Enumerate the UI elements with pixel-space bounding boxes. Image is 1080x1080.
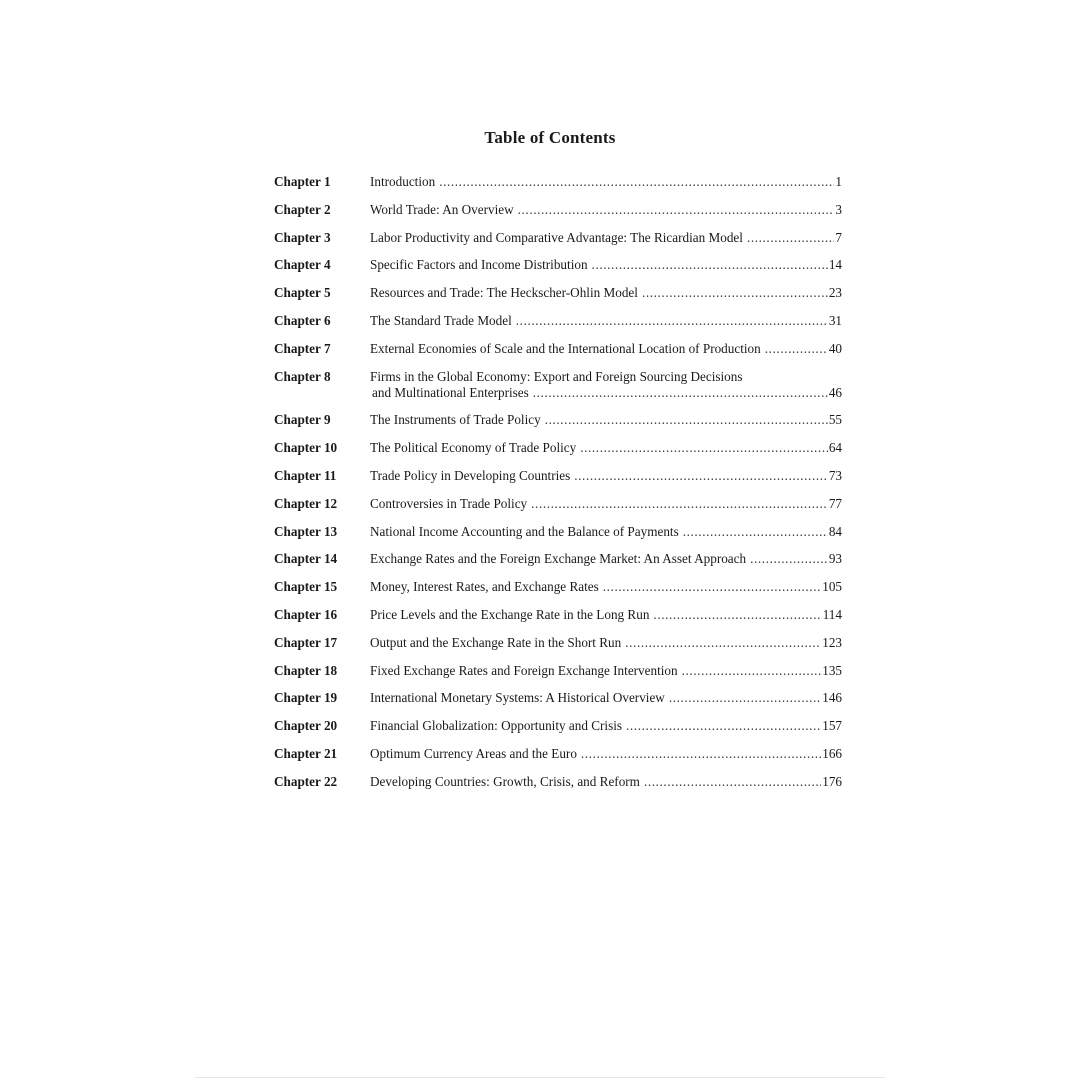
toc-entry-body bbox=[370, 174, 842, 190]
page-number: 135 bbox=[822, 662, 842, 678]
dot-leader bbox=[669, 690, 821, 706]
chapter-title: Trade Policy in Developing Countries bbox=[370, 467, 571, 483]
chapter-label: Chapter 18 bbox=[274, 662, 338, 678]
chapter-label: Chapter 22 bbox=[274, 773, 338, 789]
toc-entry[interactable] bbox=[274, 468, 842, 484]
toc-entry[interactable] bbox=[274, 369, 842, 401]
page-number: 1 bbox=[835, 174, 842, 189]
toc-entry-body bbox=[370, 551, 842, 567]
chapter-title: National Income Accounting and the Balance of Payments bbox=[370, 523, 679, 539]
toc-entry[interactable] bbox=[274, 635, 842, 651]
toc-entry-body bbox=[370, 496, 842, 512]
chapter-title: Optimum Currency Areas and the Euro bbox=[370, 745, 577, 761]
dot-leader bbox=[518, 202, 835, 218]
toc-entry-body bbox=[370, 746, 842, 762]
page-bottom-rule bbox=[195, 1077, 885, 1078]
toc-entry-body bbox=[370, 774, 842, 790]
dot-leader bbox=[516, 313, 828, 329]
toc-entry[interactable] bbox=[274, 496, 842, 512]
chapter-label: Chapter 19 bbox=[274, 690, 338, 706]
page-number: 55 bbox=[828, 412, 842, 428]
toc-list bbox=[274, 174, 842, 802]
page-number: 77 bbox=[828, 495, 842, 511]
page-number: 14 bbox=[828, 257, 842, 273]
chapter-label: Chapter 11 bbox=[274, 467, 337, 483]
page-number: 157 bbox=[822, 718, 842, 734]
toc-entry-body bbox=[370, 412, 842, 428]
chapter-title: Fixed Exchange Rates and Foreign Exchange Intervention bbox=[370, 662, 678, 678]
chapter-title: The Political Economy of Trade Policy bbox=[370, 440, 577, 456]
chapter-title: International Monetary Systems: A Historical Overview bbox=[370, 690, 665, 706]
chapter-title-line2: and Multinational Enterprises bbox=[372, 384, 529, 400]
toc-entry-body bbox=[370, 202, 842, 218]
chapter-title: Price Levels and the Exchange Rate in the Long Run bbox=[370, 606, 650, 622]
dot-leader bbox=[545, 412, 828, 428]
page-number: 64 bbox=[828, 440, 842, 456]
dot-leader bbox=[682, 663, 822, 679]
chapter-label: Chapter 7 bbox=[274, 340, 331, 356]
chapter-title: External Economies of Scale and the International Location of Production bbox=[370, 340, 761, 356]
toc-entry[interactable] bbox=[274, 230, 842, 246]
page-number: 73 bbox=[828, 467, 842, 483]
toc-entry[interactable] bbox=[274, 663, 842, 679]
chapter-title: The Instruments of Trade Policy bbox=[370, 412, 541, 428]
page-number: 123 bbox=[822, 634, 842, 650]
toc-entry[interactable] bbox=[274, 690, 842, 706]
dot-leader bbox=[592, 257, 828, 273]
chapter-title: Developing Countries: Growth, Crisis, and Reform bbox=[370, 773, 640, 789]
toc-entry-body bbox=[370, 635, 842, 651]
page-number: 23 bbox=[828, 285, 842, 301]
page-number: 146 bbox=[822, 690, 842, 706]
toc-entry-body bbox=[370, 313, 842, 329]
toc-entry-body bbox=[370, 690, 842, 706]
toc-entry-body bbox=[370, 341, 842, 357]
toc-entry[interactable] bbox=[274, 412, 842, 428]
toc-entry[interactable] bbox=[274, 202, 842, 218]
toc-entry-body bbox=[370, 607, 842, 623]
toc-entry-body bbox=[370, 663, 842, 679]
page-number: 166 bbox=[822, 745, 842, 761]
page-number: 40 bbox=[828, 340, 842, 356]
chapter-label: Chapter 17 bbox=[274, 634, 338, 650]
chapter-title-line2-row bbox=[370, 385, 842, 401]
page-number: 84 bbox=[828, 523, 842, 539]
page-number: 46 bbox=[828, 384, 842, 400]
chapter-label: Chapter 9 bbox=[274, 412, 331, 428]
chapter-title: Exchange Rates and the Foreign Exchange Market: An Asset Approach bbox=[370, 551, 747, 567]
dot-leader bbox=[580, 440, 828, 456]
dot-leader bbox=[644, 774, 821, 790]
toc-entry-body bbox=[370, 285, 842, 301]
chapter-title: Money, Interest Rates, and Exchange Rates bbox=[370, 579, 599, 595]
dot-leader bbox=[683, 524, 828, 540]
chapter-label: Chapter 6 bbox=[274, 312, 331, 328]
toc-entry[interactable] bbox=[274, 341, 842, 357]
toc-entry[interactable] bbox=[274, 746, 842, 762]
chapter-title: Output and the Exchange Rate in the Short Run bbox=[370, 634, 622, 650]
page-number: 93 bbox=[828, 551, 842, 567]
toc-entry-body bbox=[370, 579, 842, 595]
toc-entry[interactable] bbox=[274, 257, 842, 273]
chapter-label: Chapter 20 bbox=[274, 718, 338, 734]
chapter-label: Chapter 14 bbox=[274, 551, 338, 567]
page-number: 176 bbox=[822, 773, 842, 789]
chapter-label: Chapter 1 bbox=[274, 174, 331, 189]
chapter-label: Chapter 10 bbox=[274, 440, 338, 456]
dot-leader bbox=[765, 341, 828, 357]
dot-leader bbox=[603, 579, 821, 595]
dot-leader bbox=[626, 718, 821, 734]
dot-leader bbox=[531, 496, 828, 512]
dot-leader bbox=[574, 468, 828, 484]
toc-entry[interactable] bbox=[274, 524, 842, 540]
toc-entry-body bbox=[370, 718, 842, 734]
chapter-title: Financial Globalization: Opportunity and Crisis bbox=[370, 718, 622, 734]
dot-leader bbox=[653, 607, 821, 623]
page-number: 105 bbox=[822, 579, 842, 595]
toc-entry[interactable] bbox=[274, 285, 842, 301]
toc-entry[interactable] bbox=[274, 607, 842, 623]
toc-entry[interactable] bbox=[274, 718, 842, 734]
page-number: 31 bbox=[828, 312, 842, 328]
chapter-label: Chapter 13 bbox=[274, 523, 338, 539]
toc-entry-body bbox=[370, 369, 842, 401]
dot-leader bbox=[625, 635, 821, 651]
toc-entry-body bbox=[370, 440, 842, 456]
dot-leader bbox=[439, 174, 834, 190]
toc-entry[interactable] bbox=[274, 774, 842, 790]
dot-leader bbox=[747, 230, 834, 246]
chapter-title: The Standard Trade Model bbox=[370, 312, 512, 328]
chapter-label: Chapter 5 bbox=[274, 285, 331, 301]
toc-entry[interactable] bbox=[274, 313, 842, 329]
chapter-label: Chapter 3 bbox=[274, 229, 331, 245]
toc-entry[interactable] bbox=[274, 551, 842, 567]
toc-entry-body bbox=[370, 257, 842, 273]
chapter-label: Chapter 4 bbox=[274, 257, 331, 273]
chapter-label: Chapter 12 bbox=[274, 495, 338, 511]
toc-entry[interactable] bbox=[274, 174, 842, 190]
chapter-title: World Trade: An Overview bbox=[370, 201, 514, 217]
page-number: 114 bbox=[822, 606, 842, 622]
chapter-title: Resources and Trade: The Heckscher-Ohlin Model bbox=[370, 285, 638, 301]
toc-entry-body bbox=[370, 468, 842, 484]
chapter-title: Controversies in Trade Policy bbox=[370, 495, 528, 511]
toc-entry[interactable] bbox=[274, 579, 842, 595]
dot-leader bbox=[581, 746, 821, 762]
chapter-label: Chapter 15 bbox=[274, 579, 338, 595]
toc-entry[interactable] bbox=[274, 440, 842, 456]
chapter-title-line1: Firms in the Global Economy: Export and Foreign Sourcing Decisions bbox=[370, 368, 743, 384]
chapter-title: Specific Factors and Income Distribution bbox=[370, 257, 588, 273]
chapter-label: Chapter 8 bbox=[274, 368, 331, 384]
chapter-label: Chapter 21 bbox=[274, 745, 338, 761]
chapter-title: Introduction bbox=[370, 174, 436, 189]
dot-leader bbox=[750, 551, 828, 567]
page-number: 7 bbox=[835, 229, 842, 245]
dot-leader bbox=[642, 285, 828, 301]
chapter-label: Chapter 2 bbox=[274, 201, 331, 217]
chapter-title: Labor Productivity and Comparative Advantage: The Ricardian Model bbox=[370, 229, 743, 245]
toc-entry-body bbox=[370, 230, 842, 246]
dot-leader bbox=[533, 385, 828, 401]
toc-entry-body bbox=[370, 524, 842, 540]
chapter-label: Chapter 16 bbox=[274, 606, 338, 622]
page-number: 3 bbox=[835, 201, 842, 217]
page-title: Table of Contents bbox=[484, 128, 616, 147]
